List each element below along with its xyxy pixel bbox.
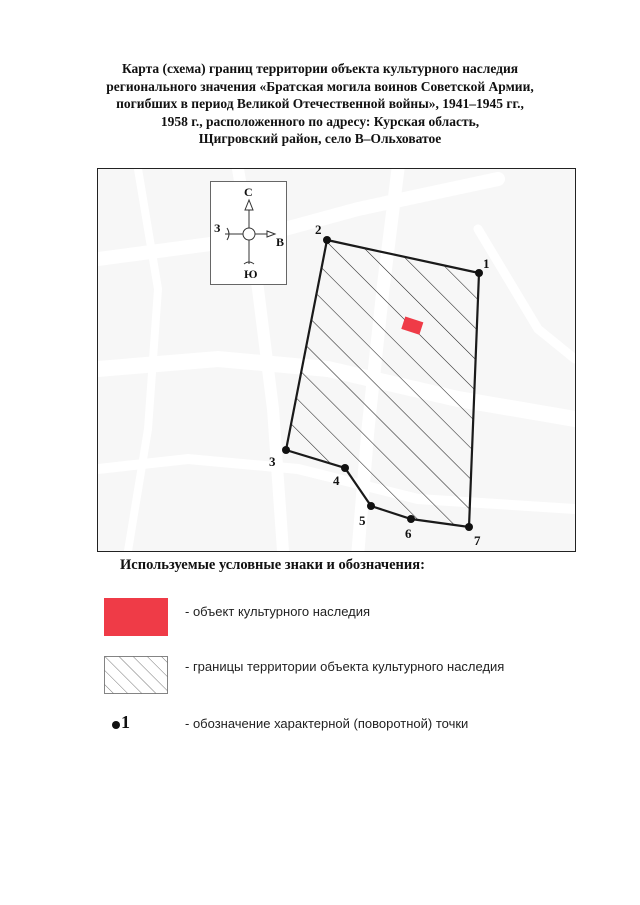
legend-object-swatch xyxy=(104,598,168,636)
boundary-point-1 xyxy=(475,269,483,277)
map-frame xyxy=(97,168,576,552)
point-label-7: 7 xyxy=(474,533,481,548)
point-label-1: 1 xyxy=(483,256,490,271)
legend-point-dot-icon xyxy=(112,721,120,729)
legend-boundary-swatch xyxy=(104,656,168,694)
compass-rose xyxy=(210,181,287,285)
boundary-point-5 xyxy=(367,502,375,510)
boundary-point-2 xyxy=(323,236,331,244)
point-label-3: 3 xyxy=(269,454,276,469)
title-line-5: Щигровский район, село В–Ольховатое xyxy=(198,131,442,146)
boundary-point-6 xyxy=(407,515,415,523)
compass-south-label: Ю xyxy=(244,267,258,281)
compass-east-label: В xyxy=(276,235,285,249)
point-label-6: 6 xyxy=(405,526,412,541)
boundary-point-7 xyxy=(465,523,473,531)
boundary-point-3 xyxy=(282,446,290,454)
heritage-boundary-polygon xyxy=(286,240,479,527)
legend-title: Используемые условные знаки и обозначения: xyxy=(120,557,425,573)
map-title xyxy=(60,60,580,148)
point-label-4: 4 xyxy=(333,473,340,488)
east-arrow-icon xyxy=(267,231,275,237)
point-label-5: 5 xyxy=(359,513,366,528)
legend-boundary-text: - границы территории объекта культурного наследия xyxy=(185,659,505,674)
legend-object-text: - объект культурного наследия xyxy=(185,604,371,619)
title-line-1: Карта (схема) границ территории объекта культурного наследия xyxy=(121,61,519,76)
map-canvas xyxy=(98,169,575,551)
legend-point-number: 1 xyxy=(121,712,130,732)
compass-west-label: З xyxy=(214,221,221,235)
point-label-2: 2 xyxy=(315,222,322,237)
legend-point-text: - обозначение характерной (поворотной) точки xyxy=(185,716,469,731)
title-line-2: регионального значения «Братская могила воинов Советской Армии, xyxy=(106,78,534,94)
compass-north-label: С xyxy=(244,185,253,199)
north-arrow-icon xyxy=(245,200,253,210)
title-line-4: 1958 г., расположенного по адресу: Курская область, xyxy=(160,113,480,129)
title-line-3: погибших в период Великой Отечественной войны», 1941–1945 гг., xyxy=(116,96,524,111)
boundary-point-4 xyxy=(341,464,349,472)
